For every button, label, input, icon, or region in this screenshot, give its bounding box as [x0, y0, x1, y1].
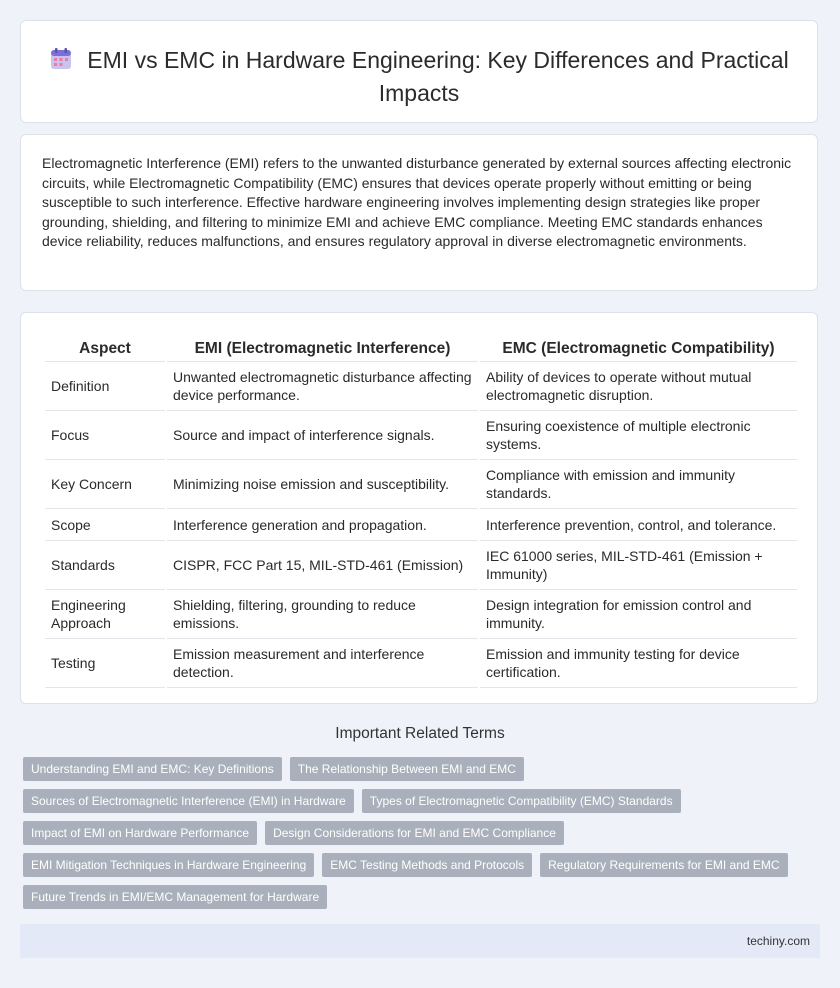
row-emi: Unwanted electromagnetic disturbance affecting device performance. — [167, 362, 478, 411]
row-emi: Emission measurement and interference detection. — [167, 639, 478, 688]
row-emi: Minimizing noise emission and susceptibility. — [167, 460, 478, 509]
row-emc: Compliance with emission and immunity standards. — [480, 460, 797, 509]
row-emi: Interference generation and propagation. — [167, 509, 478, 541]
comparison-table-card — [20, 312, 818, 704]
table-row — [45, 541, 797, 590]
row-emi: Source and impact of interference signals. — [167, 411, 478, 460]
row-emc: Emission and immunity testing for device certification. — [480, 639, 797, 688]
header-emc: EMC (Electromagnetic Compatibility) — [480, 333, 797, 362]
related-term-tag[interactable]: EMI Mitigation Techniques in Hardware Engineering — [23, 853, 314, 877]
row-aspect: Testing — [45, 639, 165, 688]
related-term-tag[interactable]: Understanding EMI and EMC: Key Definitions — [23, 757, 282, 781]
row-emc: Ensuring coexistence of multiple electronic systems. — [480, 411, 797, 460]
row-emc: Design integration for emission control and immunity. — [480, 590, 797, 639]
row-aspect: Engineering Approach — [45, 590, 165, 639]
calendar-icon — [49, 47, 73, 78]
related-term-tag[interactable]: Future Trends in EMI/EMC Management for Hardware — [23, 885, 327, 909]
table-header-row — [45, 333, 797, 362]
intro-paragraph: Electromagnetic Interference (EMI) refers to the unwanted disturbance generated by external sources affecting electronic circuits, while Electromagnetic Compatibility (EMC) ensures that devices operate properly without emitting or being susceptible to such interference. Effective hardware engineering involves implementing design strategies like proper grounding, shielding, and filtering to minimize EMI and achieve EMC compliance. Meeting EMC standards enhances device reliability, reduces malfunctions, and ensures regulatory approval in diverse electromagnetic environments. — [42, 155, 792, 249]
table-row — [45, 460, 797, 509]
row-emi: Shielding, filtering, grounding to reduce emissions. — [167, 590, 478, 639]
table-row — [45, 362, 797, 411]
page-title-block — [21, 45, 817, 108]
row-emc: Ability of devices to operate without mutual electromagnetic disruption. — [480, 362, 797, 411]
table-row — [45, 590, 797, 639]
footer-site-link[interactable]: techiny.com — [746, 934, 810, 948]
table-row — [45, 509, 797, 541]
row-emi: CISPR, FCC Part 15, MIL-STD-461 (Emission) — [167, 541, 478, 590]
related-term-tag[interactable]: Impact of EMI on Hardware Performance — [23, 821, 257, 845]
row-emc: Interference prevention, control, and tolerance. — [480, 509, 797, 541]
table-row — [45, 411, 797, 460]
related-term-tag[interactable]: Sources of Electromagnetic Interference (EMI) in Hardware — [23, 789, 354, 813]
page-title: EMI vs EMC in Hardware Engineering: Key Differences and Practical Impacts — [87, 47, 789, 106]
related-term-tag[interactable]: Regulatory Requirements for EMI and EMC — [540, 853, 787, 877]
row-aspect: Standards — [45, 541, 165, 590]
table-row — [45, 639, 797, 688]
related-terms-title: Important Related Terms — [335, 725, 505, 742]
header-emi: EMI (Electromagnetic Interference) — [167, 333, 478, 362]
row-emc: IEC 61000 series, MIL-STD-461 (Emission + Immunity) — [480, 541, 797, 590]
related-term-tag[interactable]: Design Considerations for EMI and EMC Compliance — [265, 821, 564, 845]
header-aspect: Aspect — [45, 333, 165, 362]
intro-card — [20, 134, 818, 291]
footer — [20, 924, 820, 958]
comparison-table — [43, 333, 799, 688]
related-term-tag[interactable]: The Relationship Between EMI and EMC — [290, 757, 524, 781]
title-card — [20, 20, 818, 123]
row-aspect: Definition — [45, 362, 165, 411]
row-aspect: Scope — [45, 509, 165, 541]
related-term-tag[interactable]: Types of Electromagnetic Compatibility (EMC) Standards — [362, 789, 681, 813]
related-term-tag[interactable]: EMC Testing Methods and Protocols — [322, 853, 532, 877]
related-terms-list — [23, 757, 803, 909]
row-aspect: Key Concern — [45, 460, 165, 509]
row-aspect: Focus — [45, 411, 165, 460]
